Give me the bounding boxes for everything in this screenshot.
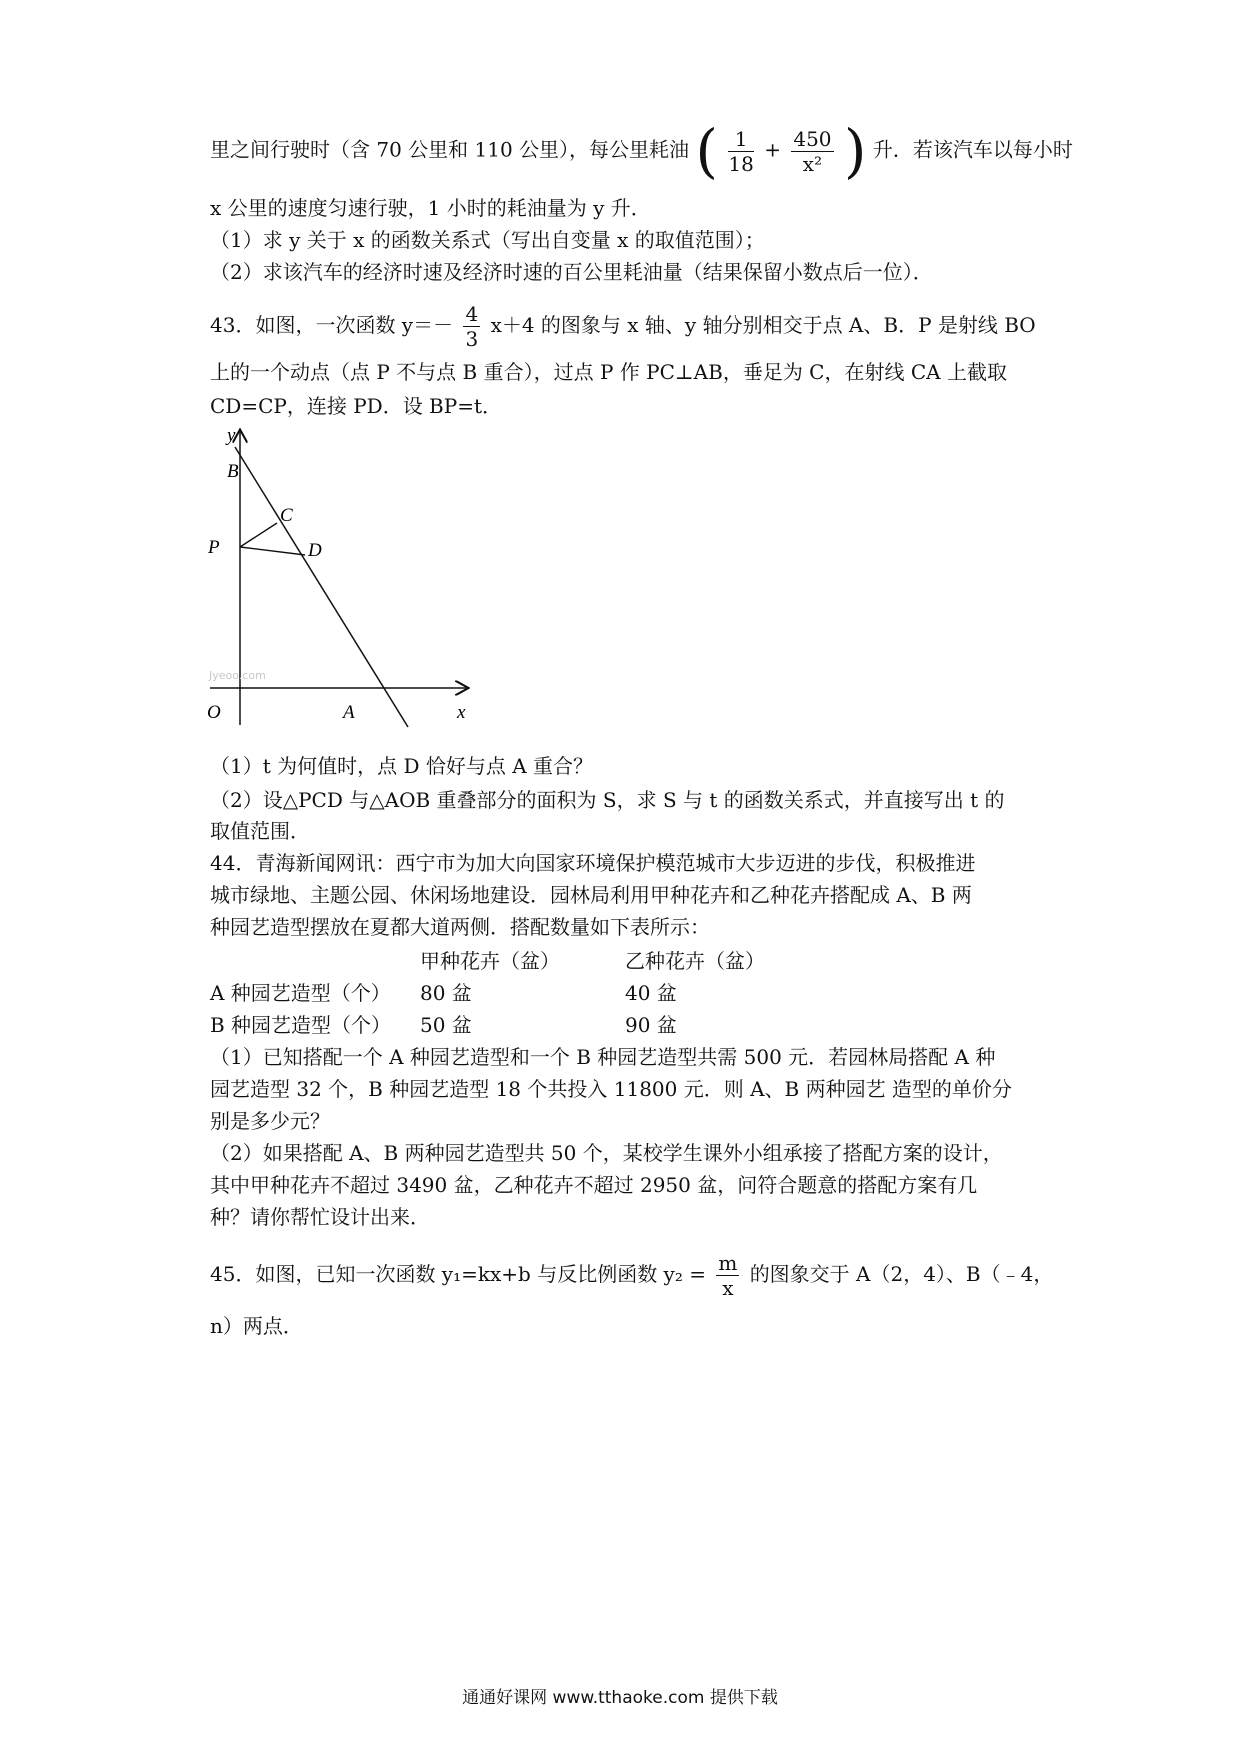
q45-frac-num: m — [718, 1251, 738, 1275]
q42-line1-b: 升．若该汽车以每小时 — [872, 137, 1073, 162]
q45-line1 — [210, 1251, 1053, 1300]
right-paren: ) — [843, 117, 867, 185]
q44-p2-l2: 其中甲种花卉不超过 3490 盆，乙种花卉不超过 2950 盆，问符合题意的搭配方案有几 — [210, 1173, 978, 1197]
q44-line1: 44．青海新闻网讯：西宁市为加大向国家环境保护模范城市大步迈进的步伐，积极推进 — [210, 851, 976, 875]
q44-p2-l1: （2）如果搭配 A、B 两种园艺造型共 50 个，某校学生课外小组承接了搭配方案的设计， — [210, 1141, 1003, 1165]
label-d: D — [308, 540, 322, 561]
q43-part2-a: （2）设△PCD 与△AOB 重叠部分的面积为 S，求 S 与 t 的函数关系式，并直接写出 t 的 — [210, 788, 1005, 812]
q45-line1-b: 的图象交于 A（2，4）、B（﹣4， — [749, 1262, 1054, 1286]
table-header-jia: 甲种花卉（盆） — [420, 949, 560, 973]
q44-p2-l3: 种？请你帮忙设计出来． — [210, 1205, 430, 1229]
q42-line1 — [210, 117, 1073, 185]
label-a: A — [343, 702, 355, 723]
q43-line1 — [210, 302, 1036, 351]
q43-fraction — [463, 302, 480, 351]
q42-part1: （1）求 y 关于 x 的函数关系式（写出自变量 x 的取值范围）； — [210, 228, 765, 252]
q42-frac2-den: x² — [802, 151, 823, 176]
q42-line2: x 公里的速度匀速行驶，1 小时的耗油量为 y 升． — [210, 196, 651, 220]
q44-line3: 种园艺造型摆放在夏都大道两侧．搭配数量如下表所示： — [210, 915, 710, 939]
line-ab — [235, 447, 408, 727]
watermark: Jyeoo.com — [209, 669, 266, 682]
table-row-b-label: B 种园艺造型（个） — [210, 1013, 392, 1037]
q42-line1-a: 里之间行驶时（含 70 公里和 110 公里），每公里耗油 — [210, 137, 690, 162]
q42-frac1-num: 1 — [728, 127, 753, 152]
table-row-b-yi: 90 盆 — [625, 1013, 677, 1037]
q42-fraction-1 — [728, 127, 753, 176]
q44-p1-l1: （1）已知搭配一个 A 种园艺造型和一个 B 种园艺造型共需 500 元．若园林局搭配 A 种 — [210, 1045, 996, 1069]
q42-plus: + — [764, 137, 781, 162]
q42-part2: （2）求该汽车的经济时速及经济时速的百公里耗油量（结果保留小数点后一位）． — [210, 260, 933, 284]
label-p: P — [208, 537, 220, 558]
q43-part1: （1）t 为何值时，点 D 恰好与点 A 重合？ — [210, 754, 594, 778]
q45-fraction — [716, 1251, 739, 1300]
label-y: y — [227, 425, 236, 446]
label-c: C — [280, 505, 293, 526]
q45-line1-a: 45．如图，已知一次函数 y₁=kx+b 与反比例函数 y₂ = — [210, 1262, 706, 1286]
segment-pd — [240, 547, 305, 555]
q43-figure — [205, 425, 475, 745]
q43-line2: 上的一个动点（点 P 不与点 B 重合），过点 P 作 PC⊥AB，垂足为 C，在射线 CA 上截取 — [210, 360, 1007, 384]
q43-line3: CD=CP，连接 PD．设 BP=t． — [210, 394, 503, 418]
table-row-a-label: A 种园艺造型（个） — [210, 981, 391, 1005]
q42-frac1-den: 18 — [728, 151, 754, 176]
q43-line1-a: 43．如图，一次函数 y＝－ — [210, 313, 454, 337]
q45-line2: n）两点． — [210, 1314, 303, 1338]
q42-fraction-2 — [791, 127, 833, 176]
left-paren: ( — [695, 117, 719, 185]
page-footer: 通通好课网 www.tthaoke.com 提供下载 — [462, 1688, 778, 1708]
table-header-yi: 乙种花卉（盆） — [625, 949, 765, 973]
q44-p1-l3: 别是多少元？ — [210, 1109, 330, 1133]
q45-frac-den: x — [722, 1276, 734, 1300]
table-row-a-jia: 80 盆 — [420, 981, 472, 1005]
segment-pc — [240, 523, 277, 547]
label-x: x — [457, 702, 466, 723]
q44-line2: 城市绿地、主题公园、休闲场地建设．园林局利用甲种花卉和乙种花卉搭配成 A、B 两 — [210, 883, 972, 907]
q44-p1-l2: 园艺造型 32 个，B 种园艺造型 18 个共投入 11800 元．则 A、B 两种园艺 造型的单价分 — [210, 1077, 1012, 1101]
label-b: B — [227, 461, 239, 482]
q43-frac-den: 3 — [465, 327, 479, 351]
label-o: O — [207, 702, 221, 723]
table-row-a-yi: 40 盆 — [625, 981, 677, 1005]
q43-part2-b: 取值范围． — [210, 819, 310, 843]
q43-line1-b: x＋4 的图象与 x 轴、y 轴分别相交于点 A、B．P 是射线 BO — [490, 313, 1036, 337]
q42-frac2-num: 450 — [793, 126, 832, 151]
table-row-b-jia: 50 盆 — [420, 1013, 472, 1037]
q43-frac-num: 4 — [465, 302, 479, 326]
